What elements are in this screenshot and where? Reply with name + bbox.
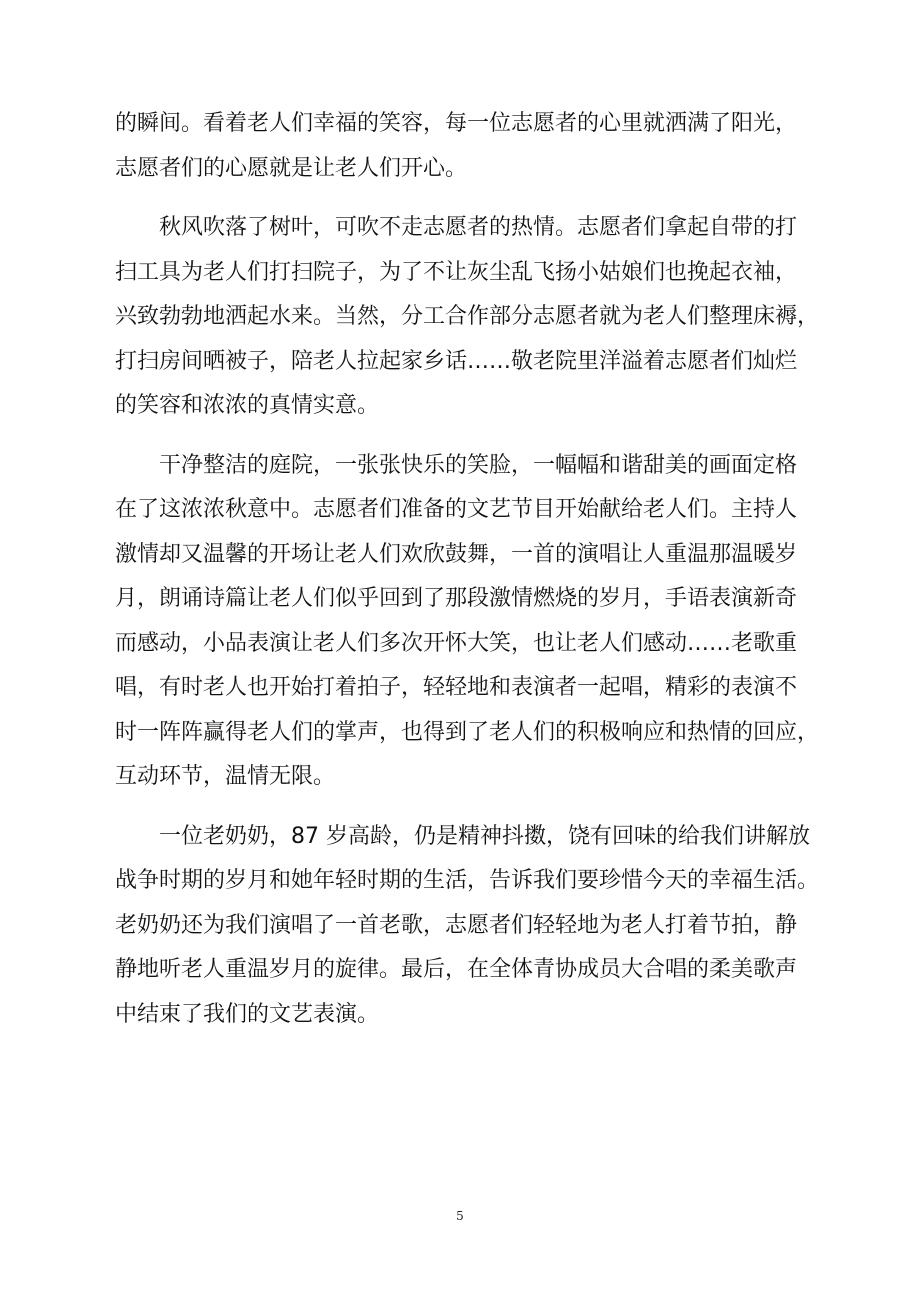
text-line: 一位老奶奶，87 岁高龄，仍是精神抖擞，饶有回味的给我们讲解放 — [159, 823, 810, 849]
text-line: 打扫房间晒被子，陪老人拉起家乡话……敬老院里洋溢着志愿者们灿烂 — [115, 348, 798, 374]
text-line: 老奶奶还为我们演唱了一首老歌，志愿者们轻轻地为老人打着节拍，静 — [115, 912, 798, 938]
text-line: 唱，有时老人也开始打着拍子，轻轻地和表演者一起唱，精彩的表演不 — [115, 675, 798, 700]
text-line: 月，朗诵诗篇让老人们似乎回到了那段激情燃烧的岁月，手语表演新奇 — [115, 586, 798, 611]
text-line: 干净整洁的庭院，一张张快乐的笑脸，一幅幅和谐甜美的画面定格 — [159, 452, 798, 478]
text-line: 中结束了我们的文艺表演。 — [115, 1001, 380, 1027]
paragraph-4 — [115, 815, 820, 1038]
text-line: 在了这浓浓秋意中。志愿者们准备的文艺节目开始献给老人们。主持人 — [115, 497, 798, 522]
text-line: 秋风吹落了树叶，可吹不走志愿者的热情。志愿者们拿起自带的打 — [159, 215, 798, 240]
text-line: 志愿者们的心愿就是让老人们开心。 — [115, 155, 468, 181]
text-line: 激情却又温馨的开场让老人们欢欣鼓舞，一首的演唱让人重温那温暖岁 — [115, 541, 798, 567]
paragraph-3 — [115, 444, 820, 800]
paragraph-1 — [115, 102, 805, 191]
text-line: 扫工具为老人们打扫院子，为了不让灰尘乱飞扬小姑娘们也挽起衣袖， — [115, 259, 798, 285]
document-body — [115, 102, 820, 1052]
paragraph-2 — [115, 206, 820, 429]
text-line: 而感动，小品表演让老人们多次开怀大笑，也让老人们感动……老歌重 — [115, 630, 798, 656]
text-line: 的笑容和浓浓的真情实意。 — [115, 393, 380, 418]
text-line: 时一阵阵赢得老人们的掌声，也得到了老人们的积极响应和热情的回应， — [115, 719, 820, 745]
text-line: 静地听老人重温岁月的旋律。最后，在全体青协成员大合唱的柔美歌声 — [115, 957, 798, 982]
page-number: 5 — [456, 1209, 464, 1223]
text-line: 兴致勃勃地洒起水来。当然，分工合作部分志愿者就为老人们整理床褥， — [115, 304, 820, 329]
text-line: 战争时期的岁月和她年轻时期的生活，告诉我们要珍惜今天的幸福生活。 — [115, 868, 820, 893]
text-line: 互动环节，温情无限。 — [115, 764, 336, 789]
text-line: 的瞬间。看着老人们幸福的笑容，每一位志愿者的心里就洒满了阳光， — [115, 111, 798, 136]
